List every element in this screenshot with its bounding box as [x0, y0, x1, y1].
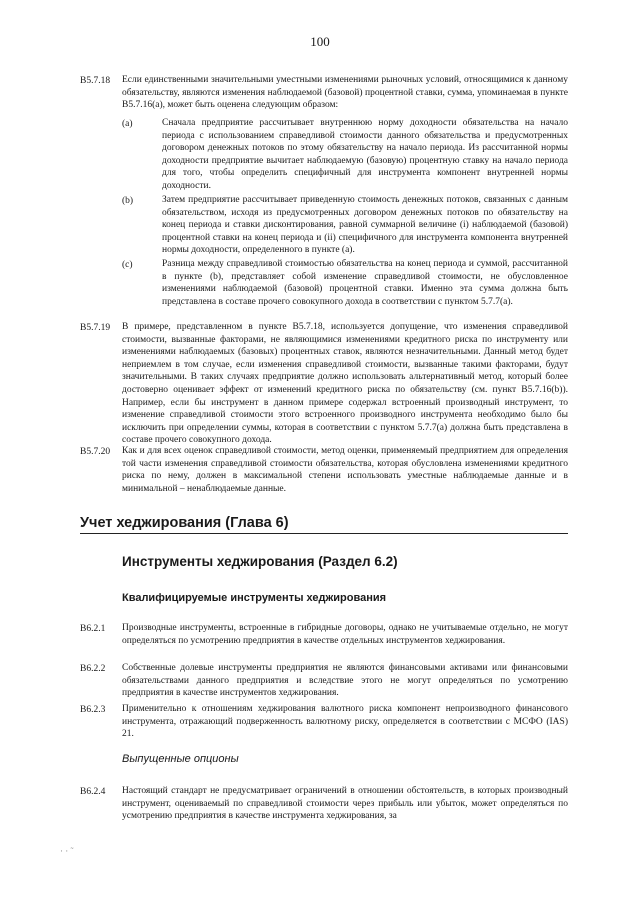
paragraph-text: Производные инструменты, встроенные в гибридные договоры, однако не учитываемые отдельно, не могут определяться по усмотрению предприятия в качестве отдельных инструментов хеджирования. — [122, 623, 568, 646]
paragraph-text: Собственные долевые инструменты предприятия не являются финансовыми активами или финансовыми обязательствами данного предприятия и вследствие этого не могут определяться по усмотрению предприятия в качестве инструментов хеджирования. — [122, 663, 568, 699]
list-item-text: Затем предприятие рассчитывает приведенную стоимость денежных потоков, связанных с данным обязательством, исходя из предусмотренных договором денежных потоков по обязательству на конец периода и ставки дисконтирования, равной суммарной величине (i) наблюдаемой (базовой) процентной ставки на конец периода и (ii) специфичного для инструмента компонента внутренней нормы доходности, определенного в пункте (a). — [162, 195, 568, 256]
section-heading: Инструменты хеджирования (Раздел 6.2) — [122, 554, 398, 569]
paragraph-number: B6.2.4 — [80, 787, 106, 797]
heading-divider — [80, 533, 568, 534]
paragraph-text: Как и для всех оценок справедливой стоимости, метод оценки, применяемый предприятием для определения той части изменения справедливой стоимости обязательства, которая обусловлена изменениями кредитного риска по нему, должен в максимальной степени использовать уместные наблюдаемые данные и в минимальной – ненаблюдаемые данные. — [122, 446, 568, 494]
list-item-letter: (a) — [122, 119, 133, 129]
list-item-text: Сначала предприятие рассчитывает внутреннюю норму доходности обязательства на начало периода с использованием справедливой стоимости данного обязательства и предусмотренных договором денежных потоков по этому обязательству на начало периода. Из рассчитанной нормы доходности предприятие вычитает наблюдаемую (базовую) процентную ставку на начало периода для того, чтобы определить специфичный для инструмента компонент внутренней нормы доходности. — [162, 118, 568, 191]
margin-mark: · · ˜ — [60, 846, 74, 856]
paragraph-text: Если единственными значительными уместными изменениями рыночных условий, относящимися к данному обязательству, являются изменения наблюдаемой (базовой) процентной ставки, сумма, упоминаемая в пункте B5.7.16(а), может быть оценена следующим образом: — [122, 75, 568, 111]
list-item-text: Разница между справедливой стоимостью обязательства на конец периода и суммой, рассчитанной в пункте (b), представляет собой изменение справедливой стоимости, не обусловленное изменениями наблюдаемой (базовой) процентной ставки. Именно эта сумма должна быть представлена в составе прочего совокупного дохода в соответствии с пунктом 5.7.7(a). — [162, 259, 568, 307]
paragraph-number: B6.2.3 — [80, 705, 106, 715]
chapter-heading: Учет хеджирования (Глава 6) — [80, 515, 289, 531]
paragraph-text: В примере, представленном в пункте B5.7.18, используется допущение, что изменения справедливой стоимости, вызванные факторами, не являющимися изменениями кредитного риска по инструменту или изменениями наблюдаемых (базовых) процентных ставок, являются незначительными. Данный метод будет неприемлем в том случае, если изменения справедливой стоимости, вызванные такими факторами, будут значительными. В таких случаях предприятие должно использовать альтернативный метод, который более достоверно оценивает эффект от изменений кредитного риска по обязательству (см. пункт B5.7.16(b)). Например, если бы инструмент в данном примере содержал встроенный производный инструмент, то изменение справедливой стоимости этого встроенного производного инструмента необходимо было бы исключить при определении суммы, которая в соответствии с пунктом 5.7.7(a) должна быть представлена в составе прочего совокупного дохода. — [122, 322, 568, 446]
paragraph-number: B5.7.19 — [80, 323, 111, 333]
page-number: 100 — [310, 34, 330, 49]
paragraph-number: B5.7.18 — [80, 76, 111, 86]
paragraph-text: Настоящий стандарт не предусматривает ограничений в отношении обстоятельств, в которых производный инструмент, оцениваемый по справедливой стоимости через прибыль или убыток, может определяться по усмотрению предприятия в качестве инструмента хеджирования, за — [122, 786, 568, 822]
list-item-letter: (c) — [122, 260, 133, 270]
subsubsection-heading: Выпущенные опционы — [122, 753, 239, 765]
paragraph-text: Применительно к отношениям хеджирования валютного риска компонент непроизводного финансового инструмента, отражающий подверженность валютному риску, определяется в соответствии с МСФО (IAS) 21. — [122, 704, 568, 740]
paragraph-number: B6.2.2 — [80, 664, 106, 674]
list-item-letter: (b) — [122, 196, 134, 206]
paragraph-number: B6.2.1 — [80, 624, 106, 634]
paragraph-number: B5.7.20 — [80, 447, 111, 457]
subsection-heading: Квалифицируемые инструменты хеджирования — [122, 592, 387, 604]
